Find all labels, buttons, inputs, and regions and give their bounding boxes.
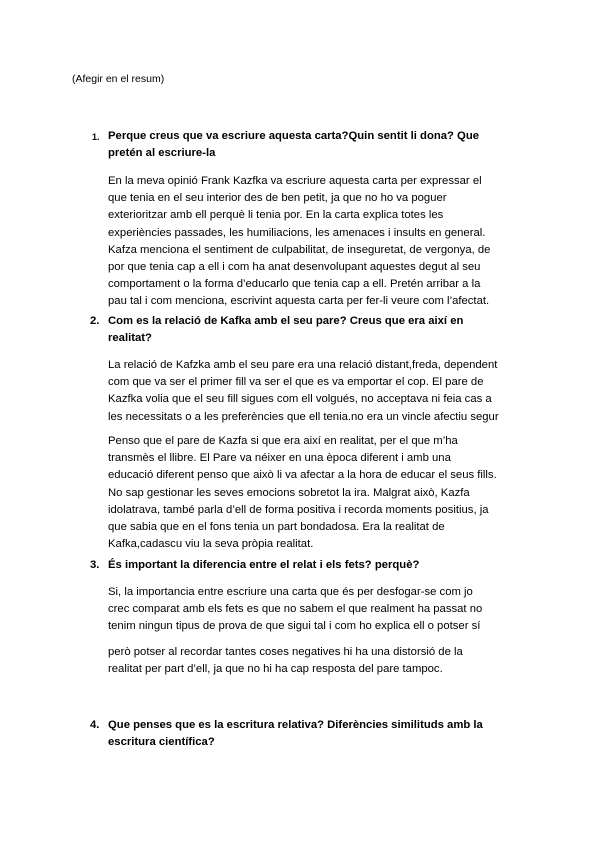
question-3-number: 3.: [90, 559, 100, 571]
answer-line: experiències passades, les humiliacions, les amenaces i insults en general.: [108, 226, 486, 239]
question-3-answer-paragraph-1: [108, 584, 528, 636]
answer-line: educació diferent penso que això li va afectar a la hora de educar el seus fills.: [108, 469, 497, 482]
answer-line: crec comparat amb els fets es que no sabem el que realment ha passat no: [108, 603, 483, 616]
answer-line: En la meva opinió Frank Kazfka va escriure aquesta carta per expressar el: [108, 175, 482, 187]
answer-line: exterioritzar amb ell perquè li tenia por. En la carta explica totes les: [108, 209, 444, 222]
answer-line: idolatrava, també parla d’ell de forma positiva i recorda moments positius, ja: [108, 503, 489, 516]
answer-line: que tenia en el seu interior des de ben petit, ja que no ho va poguer: [108, 192, 447, 205]
answer-line: com que va ser el primer fill va ser el que es va emportar el cop. El pare de: [108, 376, 484, 389]
question-4-number: 4.: [90, 719, 100, 731]
question-2-answer-paragraph-1: [108, 357, 528, 426]
answer-line: realitat per part d’ell, ja que no hi ha cap resposta del pare tampoc.: [108, 663, 443, 676]
question-1-number: 1.: [92, 132, 100, 142]
answer-line: Kazfka volia que el seu fill sigues com ell volgués, no acceptava ni feia cas a: [108, 393, 492, 406]
answer-line: Kafza menciona el sentiment de culpabilitat, de inseguretat, de vergonya, de: [108, 243, 491, 256]
question-1-title: 1. Perque creus que va escriure aquesta carta?Quin sentit li dona? Que pretén al escriure-la: [92, 130, 480, 159]
question-3-title: 3. És important la diferencia entre el relat i els fets? perquè?: [108, 557, 528, 574]
answer-line: però potser al recordar tantes coses negatives hi ha una distorsió de la: [108, 646, 463, 658]
question-1-answer: [108, 173, 528, 311]
answer-line: Si, la importancia entre escriure una carta que és per desfogar-se com jo: [108, 586, 473, 598]
answer-line: por que tenia cap a ell i com ha anat desenvolupant aquestes degut al seu: [108, 261, 481, 274]
answer-line: Penso que el pare de Kazfa si que era així en realitat, per el que m’ha: [108, 435, 458, 447]
question-2-title: 2. Com es la relació de Kafka amb el seu pare? Creus que era així en realitat?: [90, 315, 464, 344]
answer-line: La relació de Kafzka amb el seu pare era una relació distant,freda, dependent: [108, 359, 498, 371]
answer-line: tenim ningun tipus de prova de que sigui tal i com ho explica ell o potser sí: [108, 620, 481, 633]
question-2-number: 2.: [90, 315, 100, 327]
answer-line: comportament o la forma d’educarlo que tenia cap a ell. Pretén arribar a la: [108, 278, 481, 291]
answer-line: que sabia que en el fons tenia un part bondadosa. Era la realitat de: [108, 521, 445, 534]
answer-line: pau tal i com menciona, escrivint aquesta carta per fer-li veure com l’afectat.: [108, 295, 490, 308]
answer-line: Kafka,cadascu viu la seva pròpia realitat.: [108, 538, 314, 551]
answer-line: transmès el llibre. El Pare va néixer en una època diferent i amb una: [108, 452, 451, 465]
question-3-answer-paragraph-2: [108, 644, 528, 678]
question-4-title: 4. Que penses que es la escritura relativa? Diferències similituds amb la escritura científica?: [90, 719, 483, 748]
answer-line: No sap gestionar les seves emocions sobretot la ira. Malgrat això, Kazfa: [108, 486, 470, 499]
question-2-answer-paragraph-2: [108, 433, 528, 553]
summary-note: (Afegir en el resum): [72, 73, 165, 85]
answer-line: les necessitats o a les preferències que ell tenia.no era un vincle afectiu segur: [108, 410, 499, 423]
